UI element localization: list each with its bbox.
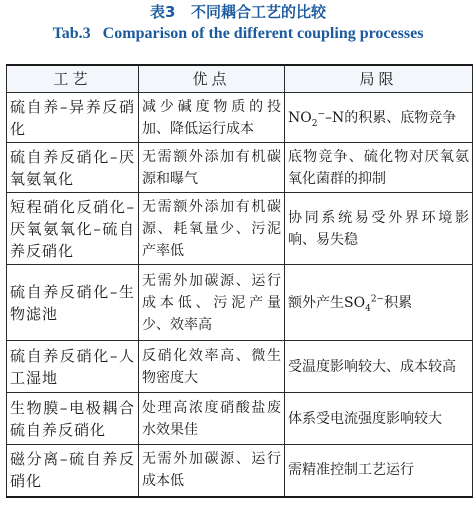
process-cell: 生物膜–电极耦合硫自养反硝化 (7, 393, 139, 445)
advantage-cell: 反硝化效率高、微生物密度大 (139, 341, 285, 393)
table-row (7, 341, 473, 393)
process-cell: 硫自养–异养反硝化 (7, 93, 139, 143)
limitation-cell: 体系受电流强度影响较大 (285, 393, 473, 445)
header-limitation: 局限 (285, 65, 473, 93)
limitation-cell: 额外产生$SO_4^{2-}$积累 (285, 265, 473, 341)
table-row (7, 265, 473, 341)
limitation-cell: $NO_2^--N$的积累、底物竞争 (285, 93, 473, 143)
process-cell: 磁分离–硫自养反硝化 (7, 445, 139, 497)
process-cell: 硫自养反硝化–厌氧氨氧化 (7, 143, 139, 193)
header-advantage: 优点 (139, 65, 285, 93)
advantage-cell: 处理高浓度硝酸盐废水效果佳 (139, 393, 285, 445)
process-cell: 短程硝化反硝化–厌氧氨氧化–硫自养反硝化 (7, 193, 139, 265)
table-caption (0, 2, 476, 44)
limitation-cell: 底物竞争、硫化物对厌氧氨氧化菌群的抑制 (285, 143, 473, 193)
table-row (7, 445, 473, 497)
advantage-cell: 无需额外添加有机碳源、耗氧量少、污泥产率低 (139, 193, 285, 265)
header-row (7, 65, 473, 93)
table-row (7, 143, 473, 193)
process-cell: 硫自养反硝化–生物滤池 (7, 265, 139, 341)
advantage-cell: 无需外加碳源、运行成本低 (139, 445, 285, 497)
table-title-chinese: 表3 不同耦合工艺的比较 (149, 3, 327, 21)
limitation-cell: 受温度影响较大、成本较高 (285, 341, 473, 393)
limitation-cell: 需精准控制工艺运行 (285, 445, 473, 497)
advantage-cell: 无需额外添加有机碳源和曝气 (139, 143, 285, 193)
comparison-table (6, 64, 473, 498)
table-row (7, 393, 473, 445)
advantage-cell: 无需外加碳源、运行成本低、污泥产量少、效率高 (139, 265, 285, 341)
process-cell: 硫自养反硝化–人工湿地 (7, 341, 139, 393)
limitation-cell: 协同系统易受外界环境影响、易失稳 (285, 193, 473, 265)
table-title-english: Tab.3 Comparison of the different coupling processes (52, 25, 424, 42)
table-row (7, 93, 473, 143)
table-row (7, 193, 473, 265)
advantage-cell: 减少碱度物质的投加、降低运行成本 (139, 93, 285, 143)
header-process: 工艺 (7, 65, 139, 93)
